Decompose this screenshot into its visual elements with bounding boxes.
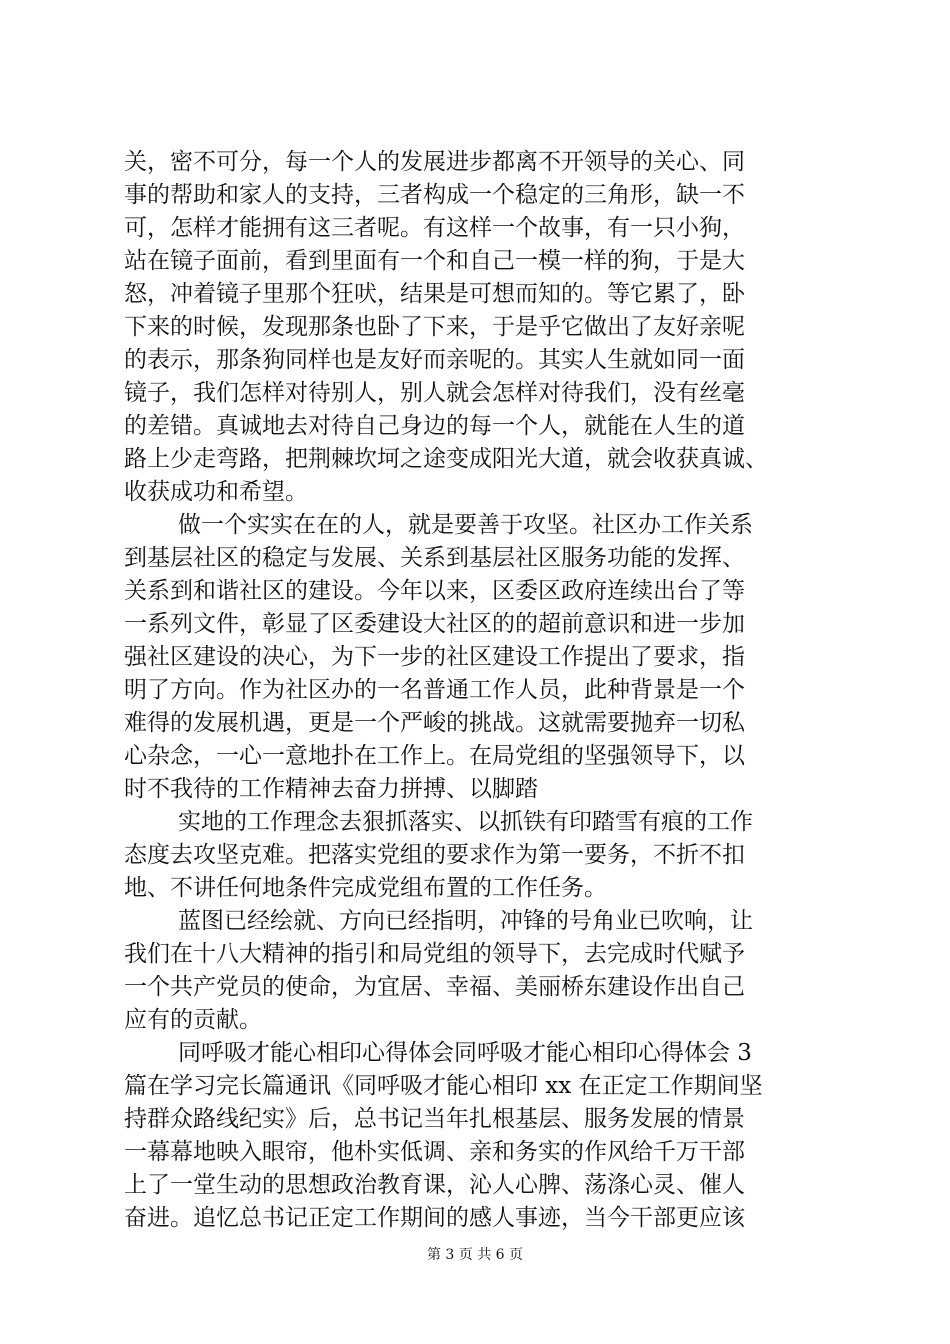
text-line: 地、不讲任何地条件完成党组布置的工作任务。 — [124, 875, 607, 901]
text-line: 关系到和谐社区的建设。今年以来，区委区政府连续出台了等 — [124, 578, 745, 604]
text-line: 上了一堂生动的思想政治教育课，沁人心脾、荡涤心灵、催人 — [124, 1172, 745, 1198]
text-line: 可，怎样才能拥有这三者呢。有这样一个故事，有一只小狗， — [124, 215, 745, 241]
text-line: 镜子，我们怎样对待别人，别人就会怎样对待我们，没有丝毫 — [124, 380, 745, 406]
page-number-footer: 第 3 页 共 6 页 — [426, 1247, 524, 1263]
text-line: 一个共产党员的使命，为宜居、幸福、美丽桥东建设作出自己 — [124, 974, 745, 1000]
text-line: 关，密不可分，每一个人的发展进步都离不开领导的关心、同 — [124, 149, 745, 175]
paragraph-first-line: 做一个实实在在的人，就是要善于攻坚。社区办工作关系 — [178, 512, 753, 538]
text-line: 奋进。追忆总书记正定工作期间的感人事迹，当今干部更应该 — [124, 1205, 745, 1231]
text-line: 难得的发展机遇，更是一个严峻的挑战。这就需要抛弃一切私 — [124, 710, 745, 736]
text-line: 态度去攻坚克难。把落实党组的要求作为第一要务，不折不扣 — [124, 842, 745, 868]
text-line: 怒，冲着镜子里那个狂吠，结果是可想而知的。等它累了，卧 — [124, 281, 745, 307]
text-line: 下来的时候，发现那条也卧了下来，于是乎它做出了友好亲呢 — [124, 314, 745, 340]
text-line: 收获成功和希望。 — [124, 479, 308, 505]
document-body — [124, 146, 836, 1235]
text-line: 到基层社区的稳定与发展、关系到基层社区服务功能的发挥、 — [124, 545, 745, 571]
text-line: 应有的贡献。 — [124, 1007, 262, 1033]
text-line: 一幕幕地映入眼帘，他朴实低调、亲和务实的作风给千万干部 — [124, 1139, 745, 1165]
text-line: 强社区建设的决心，为下一步的社区建设工作提出了要求，指 — [124, 644, 745, 670]
text-line: 明了方向。作为社区办的一名普通工作人员，此种背景是一个 — [124, 677, 745, 703]
text-line: 的表示，那条狗同样也是友好而亲呢的。其实人生就如同一面 — [124, 347, 745, 373]
paragraph-first-line: 蓝图已经绘就、方向已经指明，冲锋的号角业已吹响，让 — [178, 908, 753, 934]
text-line: 的差错。真诚地去对待自己身边的每一个人，就能在人生的道 — [124, 413, 745, 439]
text-line: 站在镜子面前，看到里面有一个和自己一模一样的狗，于是大 — [124, 248, 745, 274]
text-line: 一系列文件，彰显了区委建设大社区的的超前意识和进一步加 — [124, 611, 745, 637]
text-line: 持群众路线纪实》后，总书记当年扎根基层、服务发展的情景 — [124, 1106, 745, 1132]
paragraph-first-line: 实地的工作理念去狠抓落实、以抓铁有印踏雪有痕的工作 — [178, 809, 753, 835]
text-line: 心杂念，一心一意地扑在工作上。在局党组的坚强领导下，以 — [124, 743, 745, 769]
text-line: 路上少走弯路，把荆棘坎坷之途变成阳光大道，就会收获真诚、 — [124, 446, 768, 472]
text-line: 事的帮助和家人的支持，三者构成一个稳定的三角形，缺一不 — [124, 182, 745, 208]
text-line: 我们在十八大精神的指引和局党组的领导下，去完成时代赋予 — [124, 941, 745, 967]
paragraph-first-line: 同呼吸才能心相印心得体会同呼吸才能心相印心得体会 3 — [178, 1040, 752, 1066]
text-line: 时不我待的工作精神去奋力拼搏、以脚踏 — [124, 776, 538, 802]
text-line: 篇在学习完长篇通讯《同呼吸才能心相印 xx 在正定工作期间坚 — [124, 1073, 763, 1099]
